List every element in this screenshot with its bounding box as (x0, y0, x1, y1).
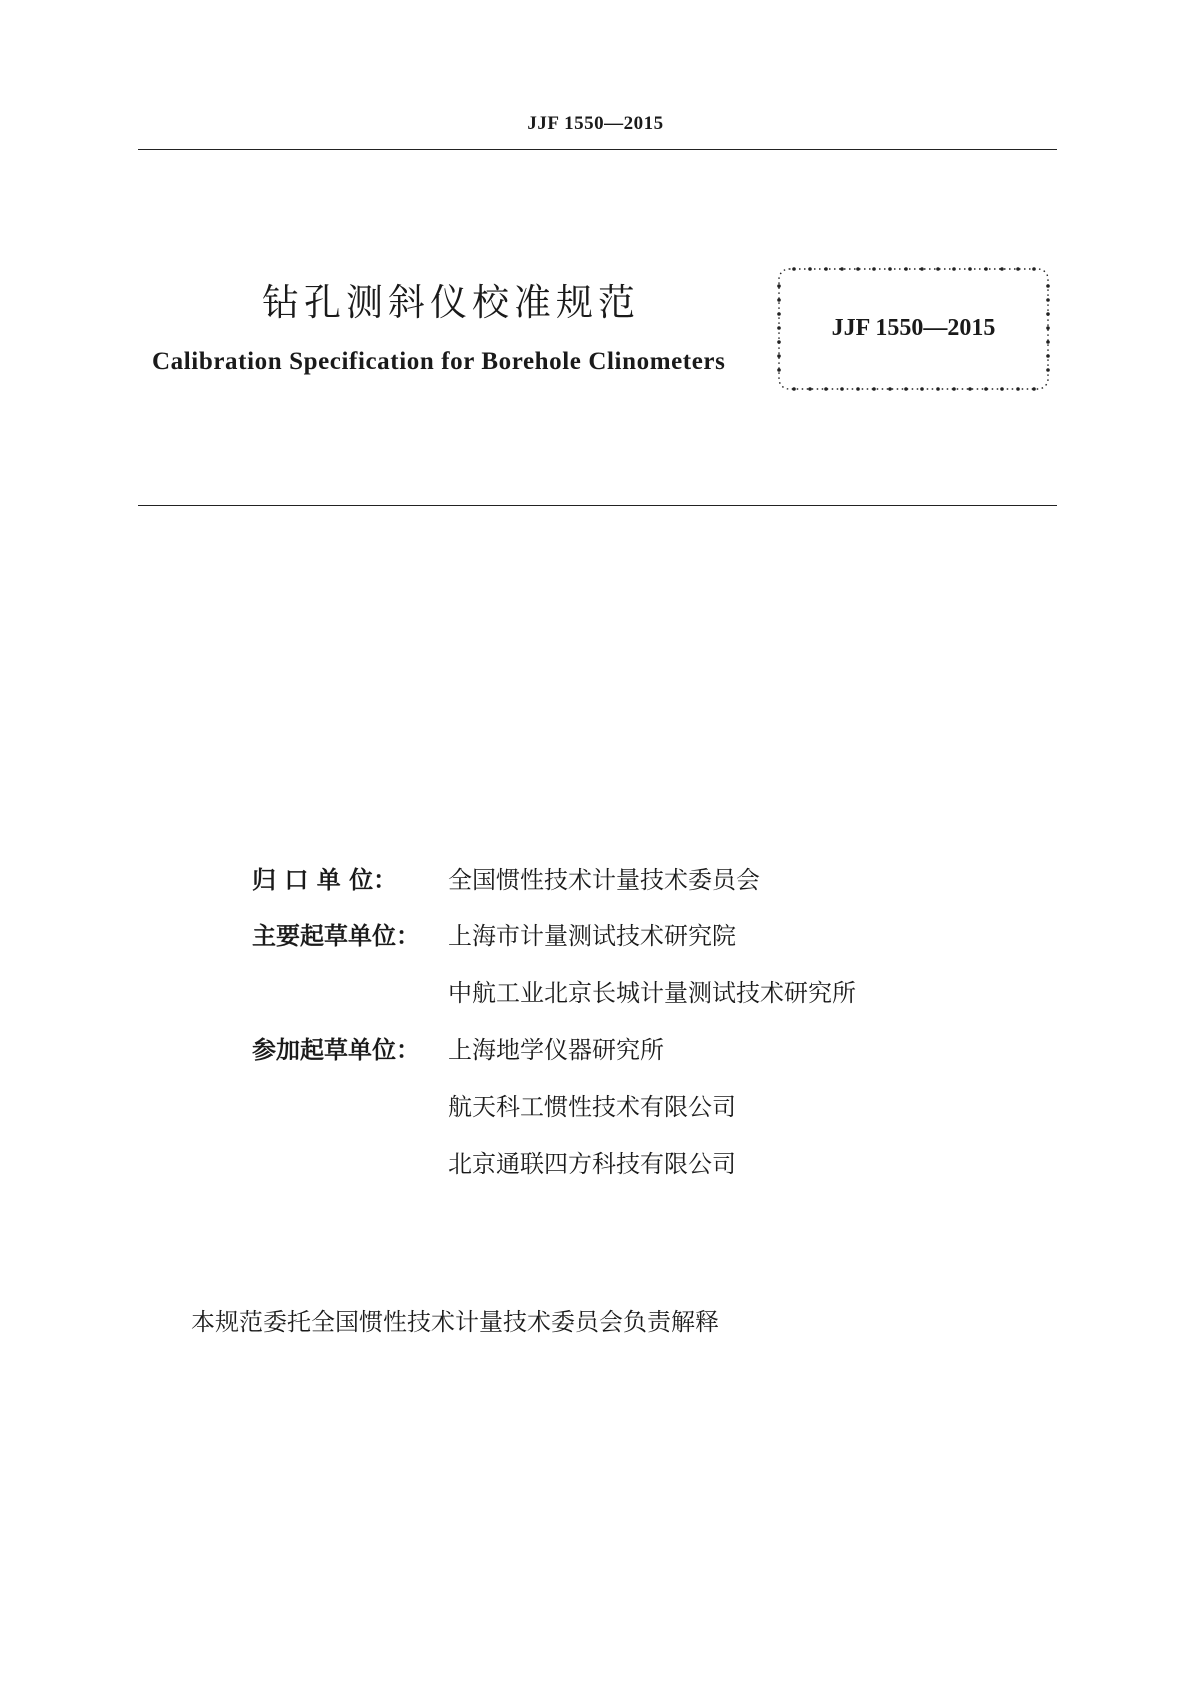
responsible-unit-value: 全国惯性技术计量技术委员会 (448, 866, 760, 894)
border-dot (1046, 298, 1050, 302)
border-dot (856, 387, 860, 391)
border-dot (920, 267, 924, 271)
border-dot (777, 368, 781, 372)
border-dot (936, 267, 940, 271)
border-dot (952, 387, 956, 391)
border-dot (888, 387, 892, 391)
border-dot (888, 267, 892, 271)
border-dot (920, 387, 924, 391)
border-dot (1016, 387, 1020, 391)
responsible-unit-label: 归 口 单 位： (252, 866, 398, 894)
border-dot (968, 387, 972, 391)
border-dot (952, 267, 956, 271)
border-dot (1000, 387, 1004, 391)
border-dot (824, 387, 828, 391)
border-dot (856, 267, 860, 271)
border-dot (968, 267, 972, 271)
border-dot (808, 267, 812, 271)
border-dot (777, 298, 781, 302)
main-drafting-unit-label: 主要起草单位： (252, 922, 420, 950)
border-dot (872, 267, 876, 271)
header-rule (138, 149, 1057, 150)
code-box-label: JJF 1550—2015 (831, 315, 996, 341)
participating-unit-value: 北京通联四方科技有限公司 (448, 1150, 736, 1178)
border-dot (936, 387, 940, 391)
border-dot (1046, 354, 1050, 358)
border-dot (777, 354, 781, 358)
border-dot (840, 267, 844, 271)
title-english: Calibration Specification for Borehole Clinometers (152, 348, 726, 375)
border-dot (1032, 267, 1036, 271)
participating-unit-value: 上海地学仪器研究所 (448, 1036, 664, 1064)
border-dot (904, 267, 908, 271)
border-dot (904, 387, 908, 391)
participating-unit-value: 航天科工惯性技术有限公司 (448, 1093, 736, 1121)
border-dot (1046, 284, 1050, 288)
border-dot (777, 284, 781, 288)
border-dot (872, 387, 876, 391)
code-box (776, 266, 1051, 392)
border-dot (792, 267, 796, 271)
footer-note: 本规范委托全国惯性技术计量技术委员会负责解释 (191, 1308, 719, 1336)
border-dot (824, 267, 828, 271)
main-drafting-unit-value: 上海市计量测试技术研究院 (448, 922, 736, 950)
border-dot (808, 387, 812, 391)
border-dot (1046, 368, 1050, 372)
border-dot (984, 387, 988, 391)
title-divider-rule (138, 505, 1057, 506)
border-dot (984, 267, 988, 271)
header-code: JJF 1550—2015 (527, 113, 664, 134)
border-dot (840, 387, 844, 391)
border-dot (1032, 387, 1036, 391)
border-dot (792, 387, 796, 391)
main-drafting-unit-value: 中航工业北京长城计量测试技术研究所 (448, 979, 856, 1007)
title-chinese: 钻孔测斜仪校准规范 (262, 281, 640, 324)
border-dot (1016, 267, 1020, 271)
participating-unit-label: 参加起草单位： (252, 1036, 420, 1064)
border-dot (1000, 267, 1004, 271)
